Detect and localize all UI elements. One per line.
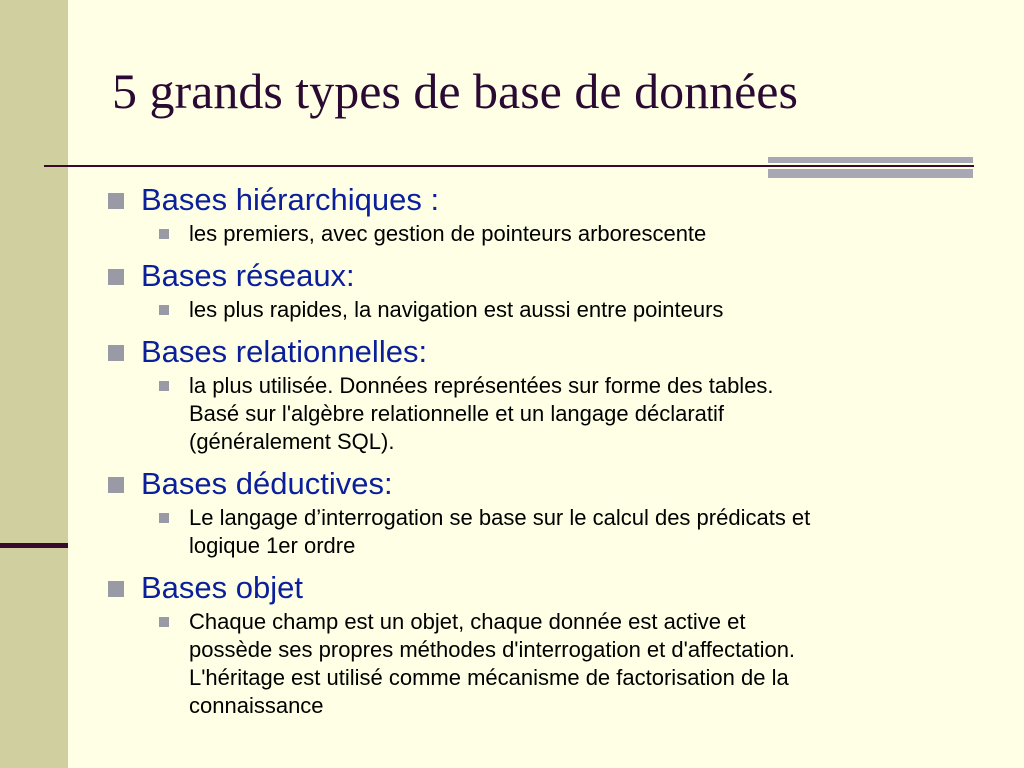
bullet-item-relational (108, 332, 1008, 372)
title-accent-bar-bottom (768, 169, 973, 178)
square-bullet-icon (108, 477, 124, 493)
left-decorative-band (0, 0, 68, 768)
bullet-item-hierarchical (108, 180, 1008, 220)
small-square-bullet-icon (159, 513, 169, 523)
sub-bullet-hierarchical (108, 220, 999, 248)
bullet-item-object (108, 568, 1008, 608)
bullet-heading: Bases relationnelles: (141, 334, 428, 369)
small-square-bullet-icon (159, 617, 169, 627)
left-accent-rule (0, 543, 68, 548)
bullet-heading: Bases réseaux: (141, 258, 355, 293)
sub-bullet-text: les premiers, avec gestion de pointeurs arborescente (189, 221, 707, 246)
square-bullet-icon (108, 581, 124, 597)
slide-body (108, 180, 1008, 728)
square-bullet-icon (108, 269, 124, 285)
small-square-bullet-icon (159, 305, 169, 315)
bullet-heading: Bases déductives: (141, 466, 393, 501)
sub-bullet-network (108, 296, 999, 324)
bullet-heading: Bases objet (141, 570, 303, 605)
square-bullet-icon (108, 193, 124, 209)
square-bullet-icon (108, 345, 124, 361)
title-divider (44, 165, 974, 167)
sub-bullet-text: la plus utilisée. Données représentées sur forme des tables. Basé sur l'algèbre relationnelle et un langage déclaratif (généralement SQL). (189, 373, 774, 454)
title-accent-bar-top (768, 157, 973, 163)
bullet-item-network (108, 256, 1008, 296)
sub-bullet-text: Chaque champ est un objet, chaque donnée est active et possède ses propres méthodes d'interrogation et d'affectation. L'héritage est utilisé comme mécanisme de factorisation de la connaissance (189, 609, 796, 718)
slide-title: 5 grands types de base de données (112, 63, 798, 119)
small-square-bullet-icon (159, 381, 169, 391)
sub-bullet-object (108, 608, 999, 720)
bullet-item-deductive (108, 464, 1008, 504)
sub-bullet-text: Le langage d’interrogation se base sur le calcul des prédicats et logique 1er ordre (189, 505, 811, 558)
sub-bullet-deductive (108, 504, 999, 560)
sub-bullet-relational (108, 372, 999, 456)
small-square-bullet-icon (159, 229, 169, 239)
bullet-heading: Bases hiérarchiques : (141, 182, 440, 217)
sub-bullet-text: les plus rapides, la navigation est aussi entre pointeurs (189, 297, 724, 322)
